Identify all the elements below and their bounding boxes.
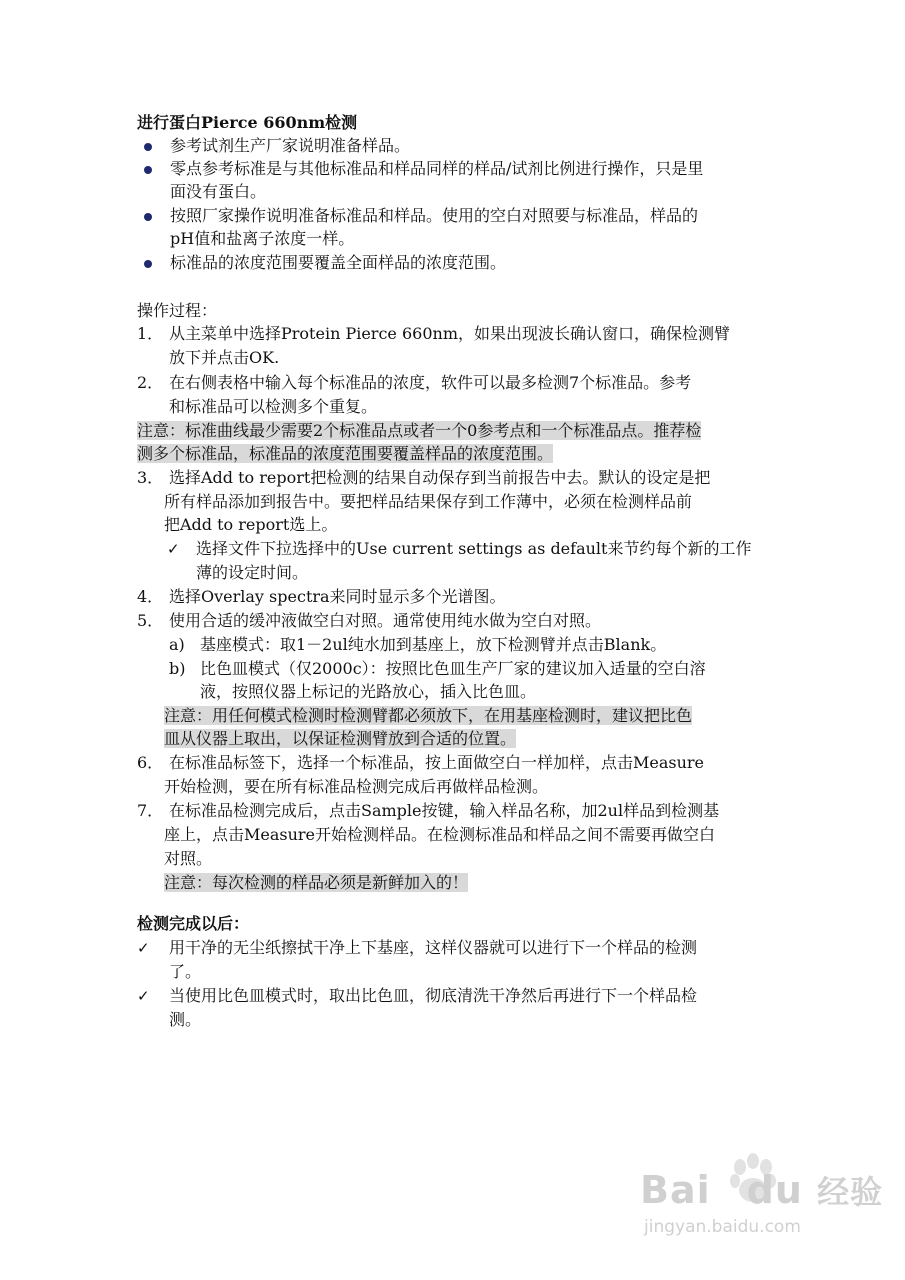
bullet-dot-icon	[144, 143, 152, 151]
list-item: 参考试剂生产厂家说明准备样品。	[170, 136, 411, 155]
list-item-cont: 测。	[169, 1010, 202, 1029]
step-number: 3．	[137, 468, 164, 487]
step-number: 5．	[137, 611, 164, 630]
substep-text: 液，按照仪器上标记的光路放心，插入比色皿。	[200, 682, 537, 701]
watermark-suffix: 经验	[817, 1173, 884, 1211]
tip-text: 薄的设定时间。	[196, 563, 309, 582]
bullet-dot-icon	[144, 166, 152, 174]
list-item-cont: pH值和盐离子浓度一样。	[170, 229, 355, 248]
list-item: 用干净的无尘纸擦拭干净上下基座，这样仪器就可以进行下一个样品的检测	[169, 938, 698, 957]
step-text: 座上，点击Measure开始检测样品。在检测标准品和样品之间不需要再做空白	[164, 825, 716, 844]
list-item: 按照厂家操作说明准备标准品和样品。使用的空白对照要与标准品，样品的	[170, 206, 699, 225]
bullet-dot-icon	[144, 213, 152, 221]
tip-text: 选择文件下拉选择中的Use current settings as default来节约每个新的工作	[196, 539, 752, 558]
step-text: 所有样品添加到报告中。要把样品结果保存到工作薄中，必须在检测样品前	[164, 492, 693, 511]
substep-text: 基座模式：取1－2ul纯水加到基座上，放下检测臂并点击Blank。	[200, 635, 667, 654]
bullet-dot-icon	[144, 260, 152, 268]
step-number: 2．	[137, 373, 164, 392]
step-text: 在右侧表格中输入每个标准品的浓度，软件可以最多检测7个标准品。参考	[169, 373, 692, 392]
substep-text: 比色皿模式（仅2000c）：按照比色皿生产厂家的建议加入适量的空白溶	[200, 659, 706, 678]
after-heading: 检测完成以后：	[137, 914, 250, 933]
checkmark-icon: ✓	[167, 540, 180, 558]
note-callout: 注意：标准曲线最少需要2个标准品点或者一个0参考点和一个标准品点。推荐检	[137, 421, 702, 440]
list-item-cont: 了。	[169, 962, 202, 981]
watermark-url: jingyan.baidu.com	[644, 1217, 801, 1237]
step-number: 6．	[137, 753, 164, 772]
procedure-heading: 操作过程：	[137, 301, 218, 320]
step-text: 把Add to report选上。	[164, 515, 338, 534]
step-text: 选择Add to report把检测的结果自动保存到当前报告中去。默认的设定是把	[169, 468, 711, 487]
step-text: 在标准品检测完成后，点击Sample按键，输入样品名称，加2ul样品到检测基	[169, 801, 720, 820]
note-callout: 皿从仪器上取出，以保证检测臂放到合适的位置。	[164, 729, 517, 748]
substep-label: b)	[169, 659, 186, 678]
checkmark-icon: ✓	[137, 987, 150, 1005]
list-item-cont: 面没有蛋白。	[170, 182, 267, 201]
step-number: 1．	[137, 324, 164, 343]
step-text: 从主菜单中选择Protein Pierce 660nm，如果出现波长确认窗口，确保检测臂	[169, 324, 730, 343]
note-callout: 注意：每次检测的样品必须是新鲜加入的！	[164, 873, 469, 892]
watermark-brand: Bai	[640, 1168, 711, 1212]
step-number: 4．	[137, 587, 164, 606]
note-callout: 测多个标准品，标准品的浓度范围要覆盖样品的浓度范围。	[137, 444, 554, 463]
note-callout: 注意：用任何模式检测时检测臂都必须放下，在用基座检测时，建议把比色	[164, 706, 693, 725]
watermark-brand2: du	[746, 1168, 803, 1212]
step-text: 对照。	[164, 849, 213, 868]
list-item: 标准品的浓度范围要覆盖全面样品的浓度范围。	[170, 253, 507, 272]
step-number: 7．	[137, 801, 164, 820]
page-title: 进行蛋白Pierce 660nm检测	[137, 113, 358, 132]
list-item: 当使用比色皿模式时，取出比色皿，彻底清洗干净然后再进行下一个样品检	[169, 986, 698, 1005]
step-text: 和标准品可以检测多个重复。	[169, 397, 378, 416]
step-text: 开始检测，要在所有标准品检测完成后再做样品检测。	[164, 777, 549, 796]
step-text: 放下并点击OK.	[169, 348, 280, 367]
list-item: 零点参考标准是与其他标准品和样品同样的样品/试剂比例进行操作，只是里	[170, 159, 704, 178]
step-text: 在标准品标签下，选择一个标准品，按上面做空白一样加样，点击Measure	[169, 753, 705, 772]
substep-label: a)	[169, 635, 185, 654]
checkmark-icon: ✓	[137, 939, 150, 957]
step-text: 选择Overlay spectra来同时显示多个光谱图。	[169, 587, 506, 606]
baidu-jingyan-watermark	[640, 1145, 884, 1240]
step-text: 使用合适的缓冲液做空白对照。通常使用纯水做为空白对照。	[169, 611, 602, 630]
